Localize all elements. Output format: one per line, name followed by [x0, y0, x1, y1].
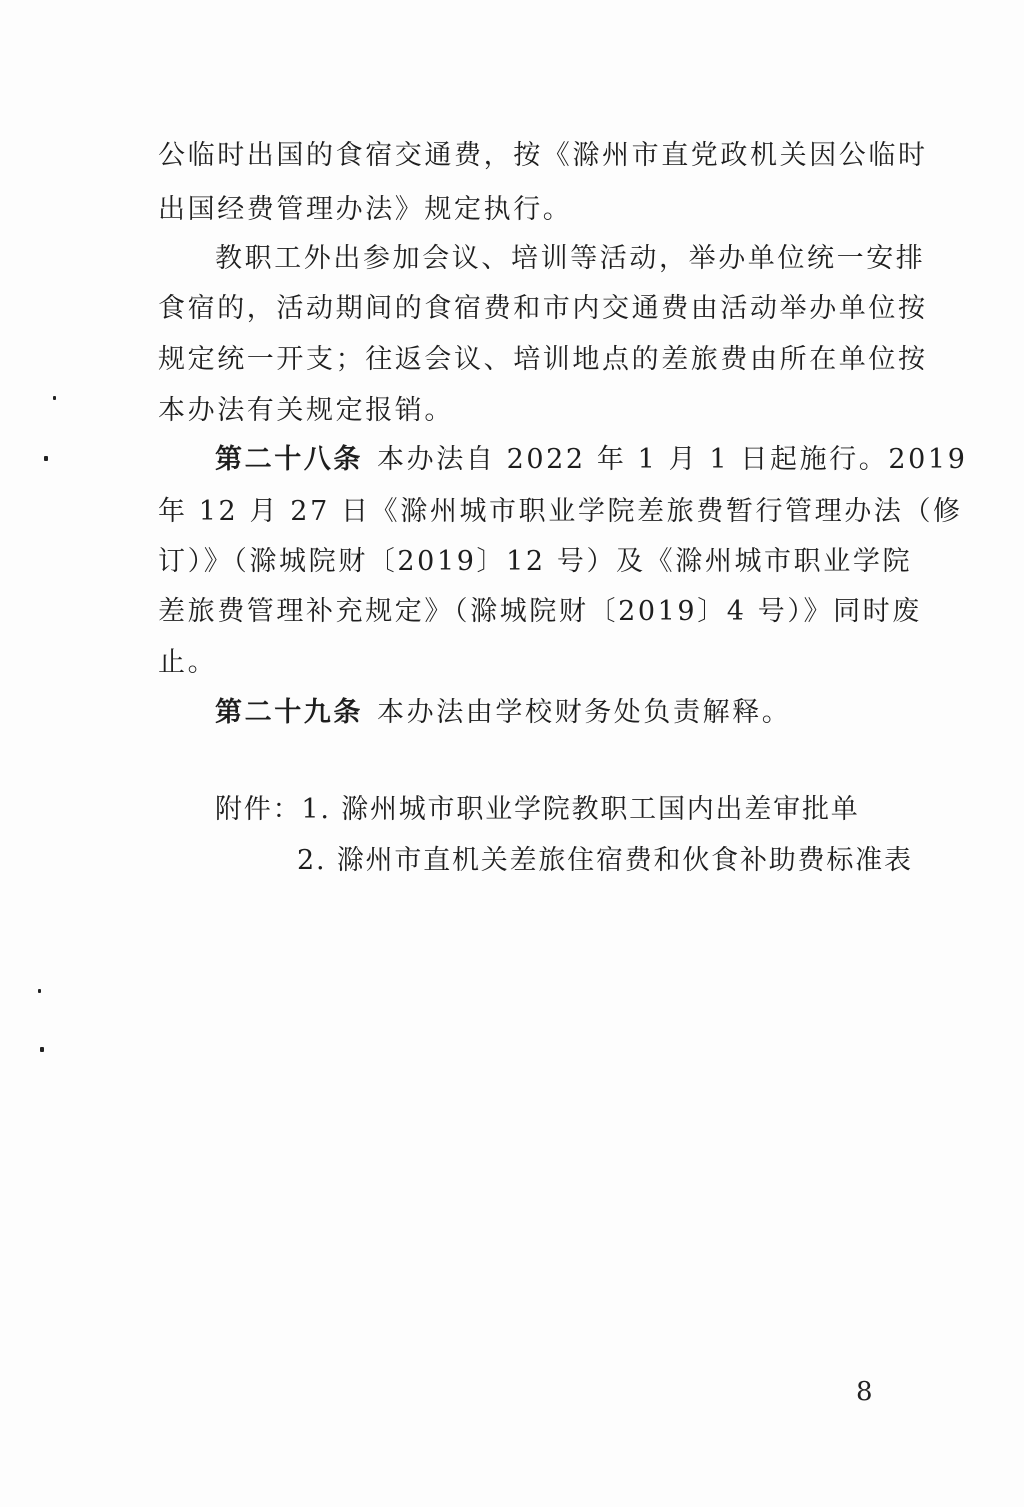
scan-speck [44, 456, 48, 461]
article-28-first-line [215, 434, 968, 486]
paragraph-line: 本办法有关规定报销。 [158, 395, 454, 426]
paragraph-line: 食宿的，活动期间的食宿费和市内交通费由活动举办单位按 [158, 293, 928, 324]
article-29-label: 第二十九条 [215, 697, 363, 728]
paragraph-line: 公临时出国的食宿交通费，按《滁州市直党政机关因公临时 [158, 140, 928, 171]
attachment-item-1: 附件：1. 滁州城市职业学院教职工国内出差审批单 [215, 794, 860, 825]
scan-speck [40, 1047, 44, 1052]
paragraph-line: 订）》（滁城院财〔2019〕12 号）及《滁州城市职业学院 [158, 546, 913, 577]
paragraph-line: 教职工外出参加会议、培训等活动，举办单位统一安排 [215, 243, 926, 274]
paragraph-line: 出国经费管理办法》规定执行。 [158, 194, 573, 225]
paragraph-line: 年 12 月 27 日《滁州城市职业学院差旅费暂行管理办法（修 [158, 496, 963, 527]
page-number: 8 [856, 1377, 873, 1407]
article-28-text: 本办法自 2022 年 1 月 1 日起施行。2019 [377, 444, 968, 475]
article-29-text: 本办法由学校财务处负责解释。 [377, 697, 792, 728]
attachment-item-2: 2. 滁州市直机关差旅住宿费和伙食补助费标准表 [297, 845, 913, 876]
paragraph-line: 止。 [158, 647, 218, 678]
article-29-line [215, 687, 935, 739]
paragraph-line: 差旅费管理补充规定》（滁城院财〔2019〕4 号）》同时废 [158, 596, 922, 627]
scan-speck [38, 989, 41, 993]
paragraph-line: 规定统一开支；往返会议、培训地点的差旅费由所在单位按 [158, 344, 928, 375]
scan-speck [53, 396, 56, 400]
article-28-label: 第二十八条 [215, 444, 363, 475]
